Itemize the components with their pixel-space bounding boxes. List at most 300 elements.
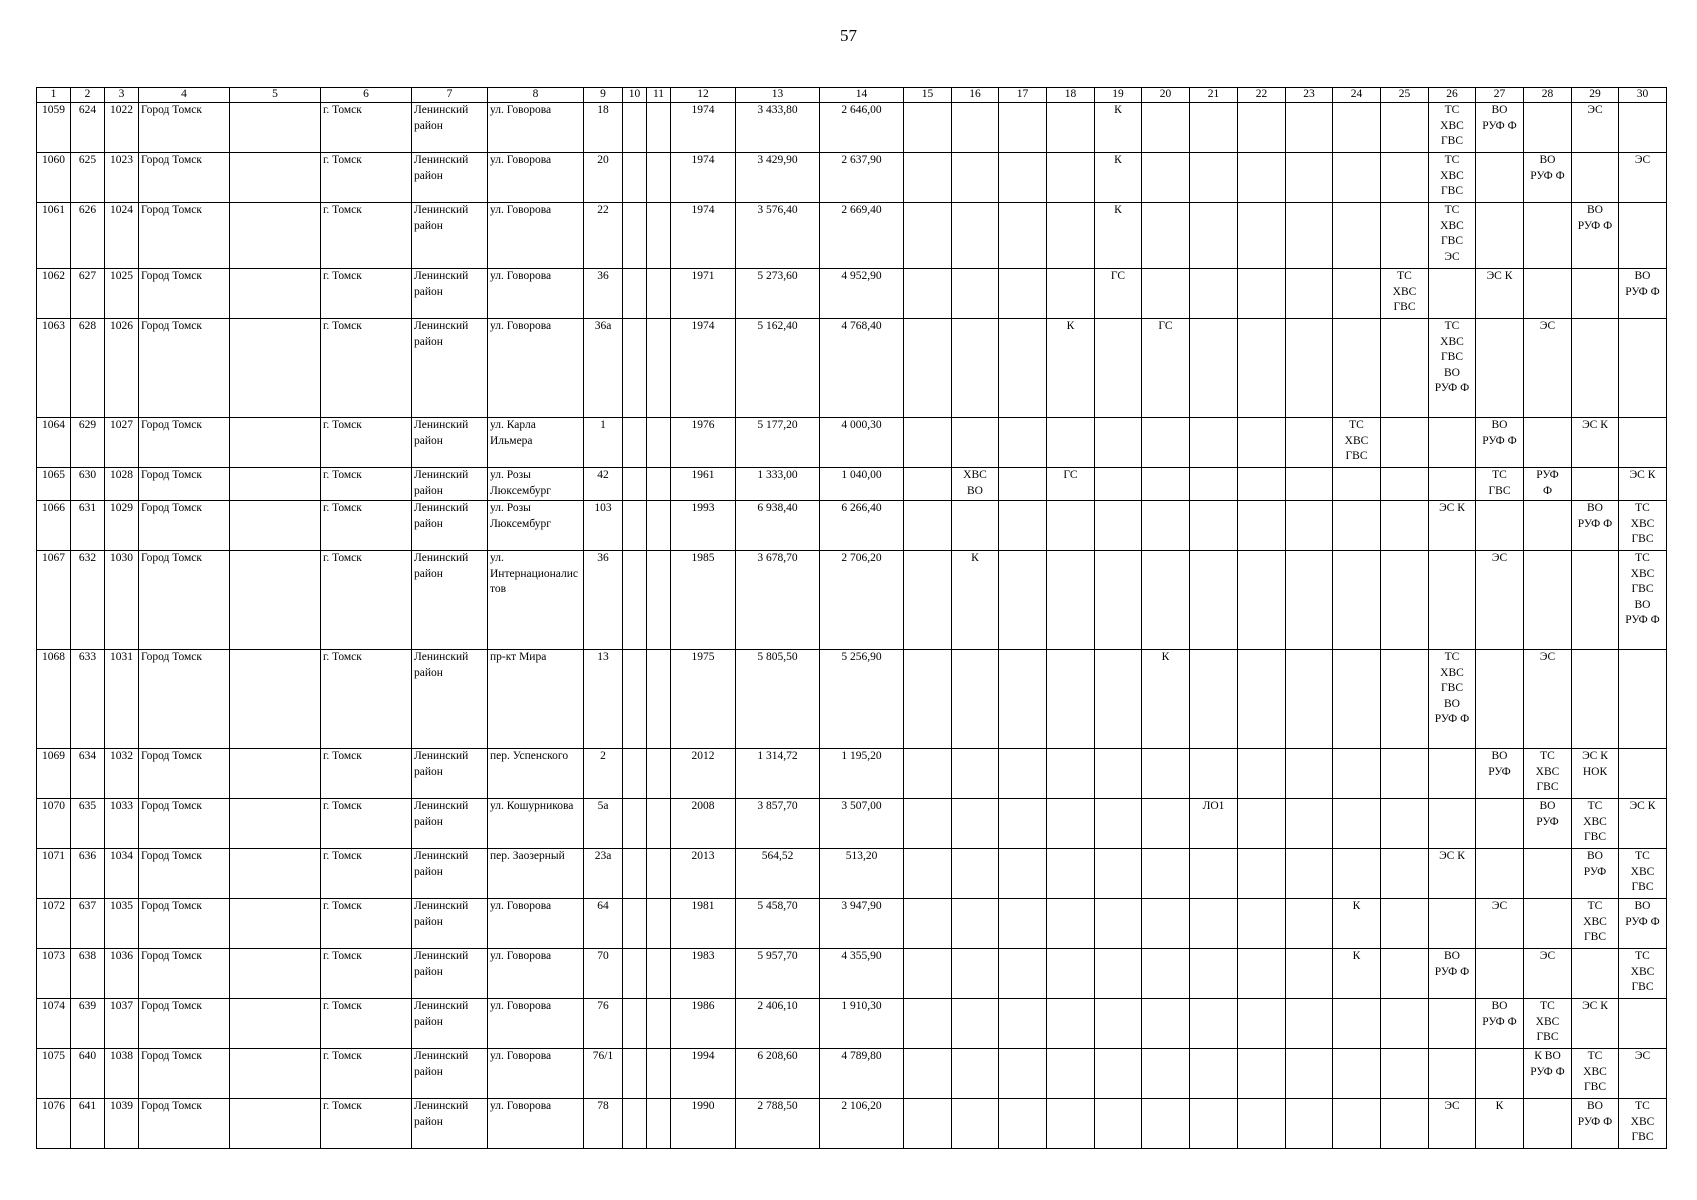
cell-col-22: [1238, 949, 1286, 999]
cell-col-5: [230, 153, 321, 203]
cell-col-6: г. Томск: [321, 999, 412, 1049]
cell-col-1: 1072: [37, 899, 71, 949]
cell-col-26: [1429, 418, 1476, 468]
table-row: [37, 799, 1667, 849]
cell-col-17: [999, 799, 1047, 849]
column-header-6: 6: [321, 88, 412, 103]
cell-col-18: [1047, 799, 1095, 849]
cell-col-4: Город Томск: [139, 501, 230, 551]
column-header-28: 28: [1524, 88, 1572, 103]
cell-col-9: 78: [584, 1099, 623, 1149]
cell-col-28: ЭС: [1524, 319, 1572, 418]
cell-col-9: 1: [584, 418, 623, 468]
cell-col-5: [230, 269, 321, 319]
cell-col-1: 1065: [37, 468, 71, 501]
cell-col-1: 1067: [37, 551, 71, 650]
column-header-9: 9: [584, 88, 623, 103]
cell-col-29: ТС ХВС ГВС: [1572, 1049, 1619, 1099]
column-header-22: 22: [1238, 88, 1286, 103]
cell-col-18: [1047, 1049, 1095, 1099]
cell-col-30: ЭС К: [1619, 799, 1667, 849]
table-row: [37, 999, 1667, 1049]
cell-col-11: [647, 949, 671, 999]
cell-col-6: г. Томск: [321, 418, 412, 468]
cell-col-9: 76: [584, 999, 623, 1049]
cell-col-9: 13: [584, 650, 623, 749]
cell-col-1: 1070: [37, 799, 71, 849]
column-header-26: 26: [1429, 88, 1476, 103]
cell-col-30: ВО РУФ Ф: [1619, 269, 1667, 319]
cell-col-23: [1286, 999, 1333, 1049]
cell-col-26: ТС ХВС ГВС: [1429, 103, 1476, 153]
cell-col-14: 2 669,40: [820, 203, 904, 269]
cell-col-15: [904, 203, 952, 269]
cell-col-18: [1047, 501, 1095, 551]
cell-col-29: ЭС К НОК: [1572, 749, 1619, 799]
cell-col-27: [1476, 501, 1524, 551]
cell-col-1: 1075: [37, 1049, 71, 1099]
cell-col-14: 5 256,90: [820, 650, 904, 749]
cell-col-8: ул. Говорова: [488, 999, 584, 1049]
cell-col-24: [1333, 501, 1381, 551]
cell-col-23: [1286, 319, 1333, 418]
cell-col-9: 36а: [584, 319, 623, 418]
column-header-19: 19: [1095, 88, 1142, 103]
cell-col-24: [1333, 203, 1381, 269]
cell-col-16: К: [952, 551, 999, 650]
cell-col-27: ЭС: [1476, 899, 1524, 949]
cell-col-29: [1572, 269, 1619, 319]
cell-col-22: [1238, 849, 1286, 899]
cell-col-21: [1190, 949, 1238, 999]
column-header-23: 23: [1286, 88, 1333, 103]
cell-col-1: 1071: [37, 849, 71, 899]
cell-col-15: [904, 269, 952, 319]
cell-col-7: Ленинский район: [412, 418, 488, 468]
cell-col-3: 1033: [105, 799, 139, 849]
cell-col-9: 2: [584, 749, 623, 799]
cell-col-8: ул. Говорова: [488, 949, 584, 999]
cell-col-20: [1142, 899, 1190, 949]
cell-col-13: 3 678,70: [736, 551, 820, 650]
cell-col-11: [647, 799, 671, 849]
cell-col-6: г. Томск: [321, 799, 412, 849]
cell-col-10: [623, 418, 647, 468]
cell-col-30: [1619, 418, 1667, 468]
cell-col-15: [904, 418, 952, 468]
cell-col-13: 1 314,72: [736, 749, 820, 799]
cell-col-24: [1333, 319, 1381, 418]
cell-col-8: ул. Говорова: [488, 269, 584, 319]
cell-col-25: [1381, 103, 1429, 153]
cell-col-20: [1142, 103, 1190, 153]
cell-col-13: 3 433,80: [736, 103, 820, 153]
cell-col-3: 1023: [105, 153, 139, 203]
cell-col-22: [1238, 749, 1286, 799]
cell-col-25: [1381, 551, 1429, 650]
cell-col-4: Город Томск: [139, 749, 230, 799]
cell-col-3: 1039: [105, 1099, 139, 1149]
cell-col-13: 5 273,60: [736, 269, 820, 319]
cell-col-30: ВО РУФ Ф: [1619, 899, 1667, 949]
table-row: [37, 153, 1667, 203]
cell-col-22: [1238, 899, 1286, 949]
cell-col-7: Ленинский район: [412, 650, 488, 749]
cell-col-24: [1333, 1099, 1381, 1149]
cell-col-28: ТС ХВС ГВС: [1524, 999, 1572, 1049]
cell-col-16: [952, 799, 999, 849]
cell-col-28: [1524, 501, 1572, 551]
cell-col-28: ЭС: [1524, 949, 1572, 999]
cell-col-23: [1286, 103, 1333, 153]
cell-col-10: [623, 749, 647, 799]
cell-col-19: [1095, 849, 1142, 899]
cell-col-29: ВО РУФ Ф: [1572, 1099, 1619, 1149]
cell-col-5: [230, 650, 321, 749]
cell-col-15: [904, 949, 952, 999]
cell-col-19: [1095, 799, 1142, 849]
cell-col-11: [647, 849, 671, 899]
cell-col-30: [1619, 749, 1667, 799]
cell-col-21: [1190, 501, 1238, 551]
cell-col-23: [1286, 899, 1333, 949]
cell-col-17: [999, 949, 1047, 999]
cell-col-19: [1095, 999, 1142, 1049]
cell-col-26: [1429, 468, 1476, 501]
cell-col-2: 637: [71, 899, 105, 949]
cell-col-13: 5 458,70: [736, 899, 820, 949]
cell-col-29: [1572, 650, 1619, 749]
cell-col-8: ул. Говорова: [488, 319, 584, 418]
cell-col-12: 1975: [671, 650, 736, 749]
cell-col-8: ул. Говорова: [488, 203, 584, 269]
cell-col-24: [1333, 849, 1381, 899]
cell-col-22: [1238, 269, 1286, 319]
column-header-12: 12: [671, 88, 736, 103]
cell-col-14: 2 706,20: [820, 551, 904, 650]
cell-col-2: 629: [71, 418, 105, 468]
cell-col-11: [647, 203, 671, 269]
cell-col-10: [623, 319, 647, 418]
cell-col-5: [230, 468, 321, 501]
cell-col-2: 626: [71, 203, 105, 269]
cell-col-10: [623, 799, 647, 849]
cell-col-10: [623, 468, 647, 501]
cell-col-4: Город Томск: [139, 468, 230, 501]
cell-col-28: ВО РУФ: [1524, 799, 1572, 849]
cell-col-26: [1429, 269, 1476, 319]
cell-col-1: 1064: [37, 418, 71, 468]
cell-col-24: [1333, 468, 1381, 501]
cell-col-27: [1476, 1049, 1524, 1099]
cell-col-17: [999, 269, 1047, 319]
cell-col-30: ТС ХВС ГВС: [1619, 849, 1667, 899]
cell-col-13: 5 805,50: [736, 650, 820, 749]
cell-col-9: 36: [584, 269, 623, 319]
cell-col-14: 4 355,90: [820, 949, 904, 999]
cell-col-19: [1095, 418, 1142, 468]
cell-col-13: 6 208,60: [736, 1049, 820, 1099]
cell-col-19: [1095, 899, 1142, 949]
cell-col-9: 18: [584, 103, 623, 153]
cell-col-30: [1619, 319, 1667, 418]
cell-col-30: ЭС: [1619, 153, 1667, 203]
cell-col-19: [1095, 1099, 1142, 1149]
cell-col-18: [1047, 650, 1095, 749]
cell-col-7: Ленинский район: [412, 949, 488, 999]
cell-col-21: [1190, 899, 1238, 949]
cell-col-18: [1047, 1099, 1095, 1149]
cell-col-28: [1524, 551, 1572, 650]
cell-col-25: [1381, 749, 1429, 799]
cell-col-2: 635: [71, 799, 105, 849]
cell-col-28: ВО РУФ Ф: [1524, 153, 1572, 203]
cell-col-5: [230, 1099, 321, 1149]
cell-col-1: 1073: [37, 949, 71, 999]
cell-col-29: [1572, 949, 1619, 999]
cell-col-10: [623, 1049, 647, 1099]
cell-col-8: ул. Розы Люксембург: [488, 501, 584, 551]
cell-col-20: [1142, 418, 1190, 468]
cell-col-17: [999, 418, 1047, 468]
cell-col-24: ТС ХВС ГВС: [1333, 418, 1381, 468]
cell-col-24: [1333, 103, 1381, 153]
cell-col-4: Город Томск: [139, 849, 230, 899]
cell-col-14: 6 266,40: [820, 501, 904, 551]
cell-col-30: ТС ХВС ГВС: [1619, 501, 1667, 551]
cell-col-7: Ленинский район: [412, 153, 488, 203]
cell-col-21: [1190, 551, 1238, 650]
cell-col-16: ХВС ВО: [952, 468, 999, 501]
cell-col-22: [1238, 551, 1286, 650]
column-header-25: 25: [1381, 88, 1429, 103]
cell-col-2: 625: [71, 153, 105, 203]
cell-col-30: ТС ХВС ГВС ВО РУФ Ф: [1619, 551, 1667, 650]
cell-col-7: Ленинский район: [412, 468, 488, 501]
cell-col-22: [1238, 203, 1286, 269]
cell-col-7: Ленинский район: [412, 849, 488, 899]
cell-col-9: 103: [584, 501, 623, 551]
cell-col-2: 628: [71, 319, 105, 418]
cell-col-9: 42: [584, 468, 623, 501]
page-number: 57: [840, 26, 857, 45]
cell-col-20: [1142, 203, 1190, 269]
cell-col-22: [1238, 650, 1286, 749]
cell-col-5: [230, 1049, 321, 1099]
column-header-17: 17: [999, 88, 1047, 103]
cell-col-8: ул. Говорова: [488, 899, 584, 949]
cell-col-18: К: [1047, 319, 1095, 418]
cell-col-20: [1142, 849, 1190, 899]
cell-col-29: ВО РУФ Ф: [1572, 501, 1619, 551]
cell-col-29: ЭС: [1572, 103, 1619, 153]
cell-col-15: [904, 650, 952, 749]
cell-col-11: [647, 501, 671, 551]
cell-col-23: [1286, 269, 1333, 319]
cell-col-3: 1032: [105, 749, 139, 799]
table-row: [37, 949, 1667, 999]
cell-col-28: [1524, 418, 1572, 468]
cell-col-4: Город Томск: [139, 269, 230, 319]
cell-col-29: [1572, 319, 1619, 418]
cell-col-7: Ленинский район: [412, 319, 488, 418]
cell-col-16: [952, 1099, 999, 1149]
cell-col-16: [952, 999, 999, 1049]
cell-col-10: [623, 269, 647, 319]
cell-col-15: [904, 501, 952, 551]
cell-col-14: 513,20: [820, 849, 904, 899]
cell-col-26: ЭС К: [1429, 501, 1476, 551]
cell-col-5: [230, 799, 321, 849]
cell-col-4: Город Томск: [139, 1099, 230, 1149]
cell-col-26: ТС ХВС ГВС: [1429, 153, 1476, 203]
cell-col-21: [1190, 468, 1238, 501]
cell-col-20: [1142, 799, 1190, 849]
cell-col-29: ВО РУФ Ф: [1572, 203, 1619, 269]
cell-col-29: ВО РУФ: [1572, 849, 1619, 899]
cell-col-2: 640: [71, 1049, 105, 1099]
cell-col-26: ТС ХВС ГВС ЭС: [1429, 203, 1476, 269]
table-row: [37, 468, 1667, 501]
cell-col-11: [647, 103, 671, 153]
cell-col-11: [647, 269, 671, 319]
cell-col-14: 4 768,40: [820, 319, 904, 418]
cell-col-27: К: [1476, 1099, 1524, 1149]
cell-col-6: г. Томск: [321, 103, 412, 153]
cell-col-5: [230, 999, 321, 1049]
cell-col-30: [1619, 999, 1667, 1049]
cell-col-20: [1142, 749, 1190, 799]
cell-col-2: 634: [71, 749, 105, 799]
cell-col-17: [999, 153, 1047, 203]
cell-col-9: 76/1: [584, 1049, 623, 1099]
cell-col-14: 2 637,90: [820, 153, 904, 203]
cell-col-13: 5 162,40: [736, 319, 820, 418]
cell-col-16: [952, 269, 999, 319]
table-row: [37, 269, 1667, 319]
cell-col-21: [1190, 319, 1238, 418]
cell-col-21: [1190, 650, 1238, 749]
cell-col-9: 70: [584, 949, 623, 999]
table-row: [37, 319, 1667, 418]
cell-col-19: [1095, 949, 1142, 999]
table-row: [37, 551, 1667, 650]
cell-col-30: [1619, 203, 1667, 269]
cell-col-23: [1286, 949, 1333, 999]
cell-col-6: г. Томск: [321, 153, 412, 203]
cell-col-11: [647, 468, 671, 501]
cell-col-17: [999, 899, 1047, 949]
cell-col-12: 2008: [671, 799, 736, 849]
cell-col-26: [1429, 1049, 1476, 1099]
cell-col-1: 1062: [37, 269, 71, 319]
cell-col-3: 1034: [105, 849, 139, 899]
cell-col-7: Ленинский район: [412, 799, 488, 849]
cell-col-1: 1063: [37, 319, 71, 418]
cell-col-17: [999, 501, 1047, 551]
cell-col-7: Ленинский район: [412, 999, 488, 1049]
cell-col-17: [999, 203, 1047, 269]
cell-col-29: [1572, 153, 1619, 203]
cell-col-4: Город Томск: [139, 899, 230, 949]
cell-col-8: ул. Интернационалистов: [488, 551, 584, 650]
cell-col-8: ул. Розы Люксембург: [488, 468, 584, 501]
cell-col-3: 1035: [105, 899, 139, 949]
cell-col-30: ЭС: [1619, 1049, 1667, 1099]
column-header-27: 27: [1476, 88, 1524, 103]
cell-col-6: г. Томск: [321, 1049, 412, 1099]
cell-col-16: [952, 749, 999, 799]
cell-col-11: [647, 1099, 671, 1149]
cell-col-5: [230, 103, 321, 153]
cell-col-24: К: [1333, 899, 1381, 949]
cell-col-28: [1524, 203, 1572, 269]
cell-col-2: 627: [71, 269, 105, 319]
cell-col-17: [999, 1049, 1047, 1099]
cell-col-9: 36: [584, 551, 623, 650]
cell-col-5: [230, 319, 321, 418]
cell-col-26: ВО РУФ Ф: [1429, 949, 1476, 999]
cell-col-9: 64: [584, 899, 623, 949]
cell-col-27: [1476, 849, 1524, 899]
cell-col-14: 4 789,80: [820, 1049, 904, 1099]
cell-col-16: [952, 849, 999, 899]
cell-col-30: ЭС К: [1619, 468, 1667, 501]
cell-col-7: Ленинский район: [412, 1099, 488, 1149]
cell-col-19: К: [1095, 203, 1142, 269]
cell-col-28: К ВО РУФ Ф: [1524, 1049, 1572, 1099]
cell-col-13: 3 857,70: [736, 799, 820, 849]
cell-col-24: [1333, 650, 1381, 749]
cell-col-19: [1095, 650, 1142, 749]
cell-col-4: Город Томск: [139, 103, 230, 153]
cell-col-21: [1190, 1099, 1238, 1149]
cell-col-10: [623, 999, 647, 1049]
cell-col-26: [1429, 551, 1476, 650]
cell-col-3: 1028: [105, 468, 139, 501]
cell-col-2: 639: [71, 999, 105, 1049]
cell-col-28: РУФ Ф: [1524, 468, 1572, 501]
cell-col-15: [904, 1099, 952, 1149]
cell-col-18: [1047, 949, 1095, 999]
cell-col-12: 1974: [671, 103, 736, 153]
cell-col-13: 2 788,50: [736, 1099, 820, 1149]
cell-col-22: [1238, 319, 1286, 418]
cell-col-13: 1 333,00: [736, 468, 820, 501]
cell-col-4: Город Томск: [139, 551, 230, 650]
cell-col-10: [623, 949, 647, 999]
cell-col-24: К: [1333, 949, 1381, 999]
cell-col-5: [230, 949, 321, 999]
column-header-7: 7: [412, 88, 488, 103]
cell-col-7: Ленинский район: [412, 749, 488, 799]
cell-col-24: [1333, 999, 1381, 1049]
cell-col-11: [647, 153, 671, 203]
cell-col-8: ул. Говорова: [488, 103, 584, 153]
cell-col-22: [1238, 999, 1286, 1049]
cell-col-18: [1047, 899, 1095, 949]
cell-col-2: 636: [71, 849, 105, 899]
cell-col-8: пр-кт Мира: [488, 650, 584, 749]
column-number-header: [37, 88, 1667, 103]
cell-col-14: 3 507,00: [820, 799, 904, 849]
cell-col-13: 564,52: [736, 849, 820, 899]
cell-col-25: [1381, 153, 1429, 203]
cell-col-11: [647, 650, 671, 749]
cell-col-26: [1429, 999, 1476, 1049]
cell-col-13: 2 406,10: [736, 999, 820, 1049]
cell-col-14: 4 952,90: [820, 269, 904, 319]
